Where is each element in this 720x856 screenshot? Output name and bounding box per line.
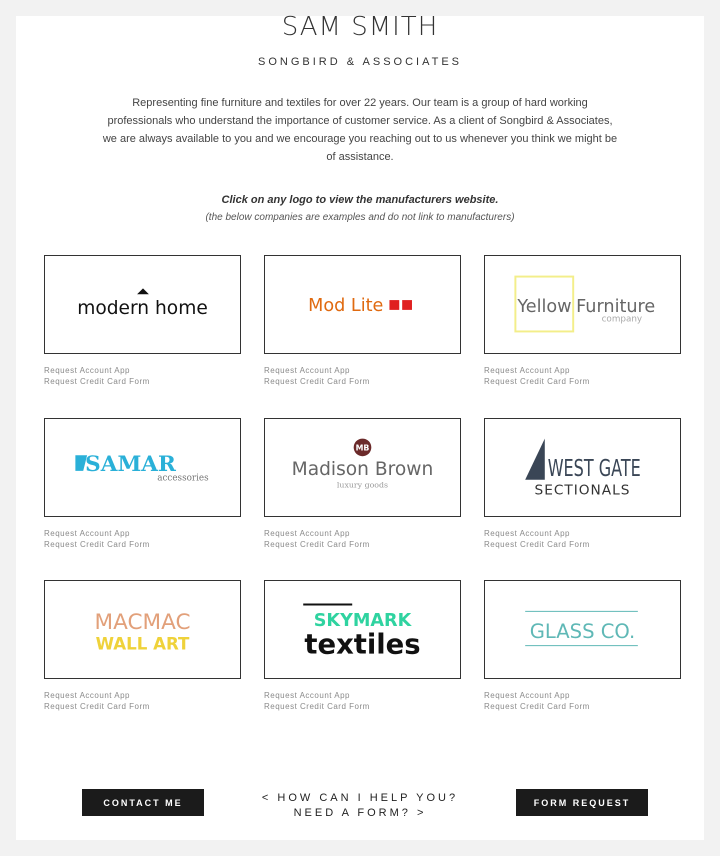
logo-mod-lite[interactable] (264, 255, 461, 354)
help-line-2: NEED A FORM? > (293, 807, 427, 819)
glass-co-text: GLASS CO. (529, 619, 636, 643)
request-credit-link[interactable]: Request Credit Card Form (44, 540, 150, 549)
page-title: SAM SMITH (281, 12, 439, 42)
help-link[interactable] (260, 791, 460, 821)
yellow-text: Yellow (517, 296, 572, 317)
card-links (44, 528, 241, 550)
modern-home-logo (45, 256, 240, 353)
skymark-text: SKYMARK (313, 611, 412, 632)
card-glass-co (484, 580, 681, 712)
examples-note: (the below companies are examples and do not link to manufacturers) (205, 212, 515, 223)
samar-text: SAMAR (85, 451, 176, 477)
request-credit-link[interactable]: Request Credit Card Form (44, 702, 150, 711)
mb-initials: MB (355, 443, 370, 453)
company-sub-text: company (601, 314, 643, 325)
samar-sub-text: accessories (157, 473, 209, 484)
card-samar (44, 418, 241, 550)
wall-art-text: WALL ART (95, 634, 190, 654)
request-account-link[interactable]: Request Account App (484, 691, 570, 700)
west-gate-logo (485, 419, 680, 516)
request-account-link[interactable]: Request Account App (264, 366, 350, 375)
west-gate-sub-text: SECTIONALS (534, 482, 631, 499)
textiles-text: textiles (304, 629, 421, 661)
card-links (484, 365, 681, 387)
skymark-logo (265, 581, 460, 678)
mod-lite-text: Mod Lite (308, 295, 384, 316)
logo-glass-co[interactable] (484, 580, 681, 679)
card-mod-lite (264, 255, 461, 387)
madison-brown-text: Madison Brown (291, 458, 434, 480)
card-links (264, 365, 461, 387)
red-square-icon (402, 300, 412, 310)
macmac-logo (45, 581, 240, 678)
page (16, 12, 704, 840)
company-name: SONGBIRD & ASSOCIATES (258, 56, 462, 68)
click-instruction: Click on any logo to view the manufacturers website. (221, 194, 499, 206)
furniture-text: Furniture (576, 296, 656, 317)
request-credit-link[interactable]: Request Credit Card Form (44, 377, 150, 386)
card-skymark (264, 580, 461, 712)
logo-madison-brown[interactable] (264, 418, 461, 517)
logo-modern-home[interactable] (44, 255, 241, 354)
help-line-1: < HOW CAN I HELP YOU? (261, 792, 459, 804)
logo-yellow-furniture[interactable] (484, 255, 681, 354)
request-credit-link[interactable]: Request Credit Card Form (484, 702, 590, 711)
request-account-link[interactable]: Request Account App (264, 691, 350, 700)
card-links (264, 690, 461, 712)
card-modern-home (44, 255, 241, 387)
card-links (484, 528, 681, 550)
request-credit-link[interactable]: Request Credit Card Form (264, 377, 370, 386)
request-credit-link[interactable]: Request Credit Card Form (264, 702, 370, 711)
mod-lite-logo (265, 256, 460, 353)
card-west-gate (484, 418, 681, 550)
yellow-furniture-logo (485, 256, 680, 353)
request-credit-link[interactable]: Request Credit Card Form (264, 540, 370, 549)
request-account-link[interactable]: Request Account App (44, 691, 130, 700)
logo-skymark[interactable] (264, 580, 461, 679)
madison-sub-text: luxury goods (336, 480, 389, 490)
madison-brown-logo (265, 419, 460, 516)
request-credit-link[interactable]: Request Credit Card Form (484, 377, 590, 386)
triangle-icon (525, 439, 545, 480)
request-credit-link[interactable]: Request Credit Card Form (484, 540, 590, 549)
intro-text: Representing fine furniture and textiles for over 22 years. Our team is a group of hard working professionals who understand the importance of customer service. As a client of Songbird & Associates, we are always available to you and we encourage you reaching out to us whenever you think we might be of assistance. (102, 97, 618, 163)
west-gate-text: WEST GATE (547, 453, 641, 482)
roof-icon (137, 288, 149, 294)
card-macmac (44, 580, 241, 712)
card-yellow-furniture (484, 255, 681, 387)
macmac-text: MACMAC (94, 610, 191, 636)
request-account-link[interactable]: Request Account App (44, 529, 130, 538)
request-account-link[interactable]: Request Account App (264, 529, 350, 538)
card-madison-brown (264, 418, 461, 550)
form-request-button[interactable]: FORM REQUEST (516, 789, 648, 816)
request-account-link[interactable]: Request Account App (484, 366, 570, 375)
card-links (264, 528, 461, 550)
glass-co-logo (485, 581, 680, 678)
contact-me-button[interactable]: CONTACT ME (82, 789, 204, 816)
card-links (44, 690, 241, 712)
request-account-link[interactable]: Request Account App (484, 529, 570, 538)
samar-logo (45, 419, 240, 516)
logo-macmac[interactable] (44, 580, 241, 679)
logo-west-gate[interactable] (484, 418, 681, 517)
card-links (484, 690, 681, 712)
logo-samar[interactable] (44, 418, 241, 517)
request-account-link[interactable]: Request Account App (44, 366, 130, 375)
card-links (44, 365, 241, 387)
red-square-icon (389, 300, 399, 310)
modern-home-text: modern home (77, 297, 208, 319)
